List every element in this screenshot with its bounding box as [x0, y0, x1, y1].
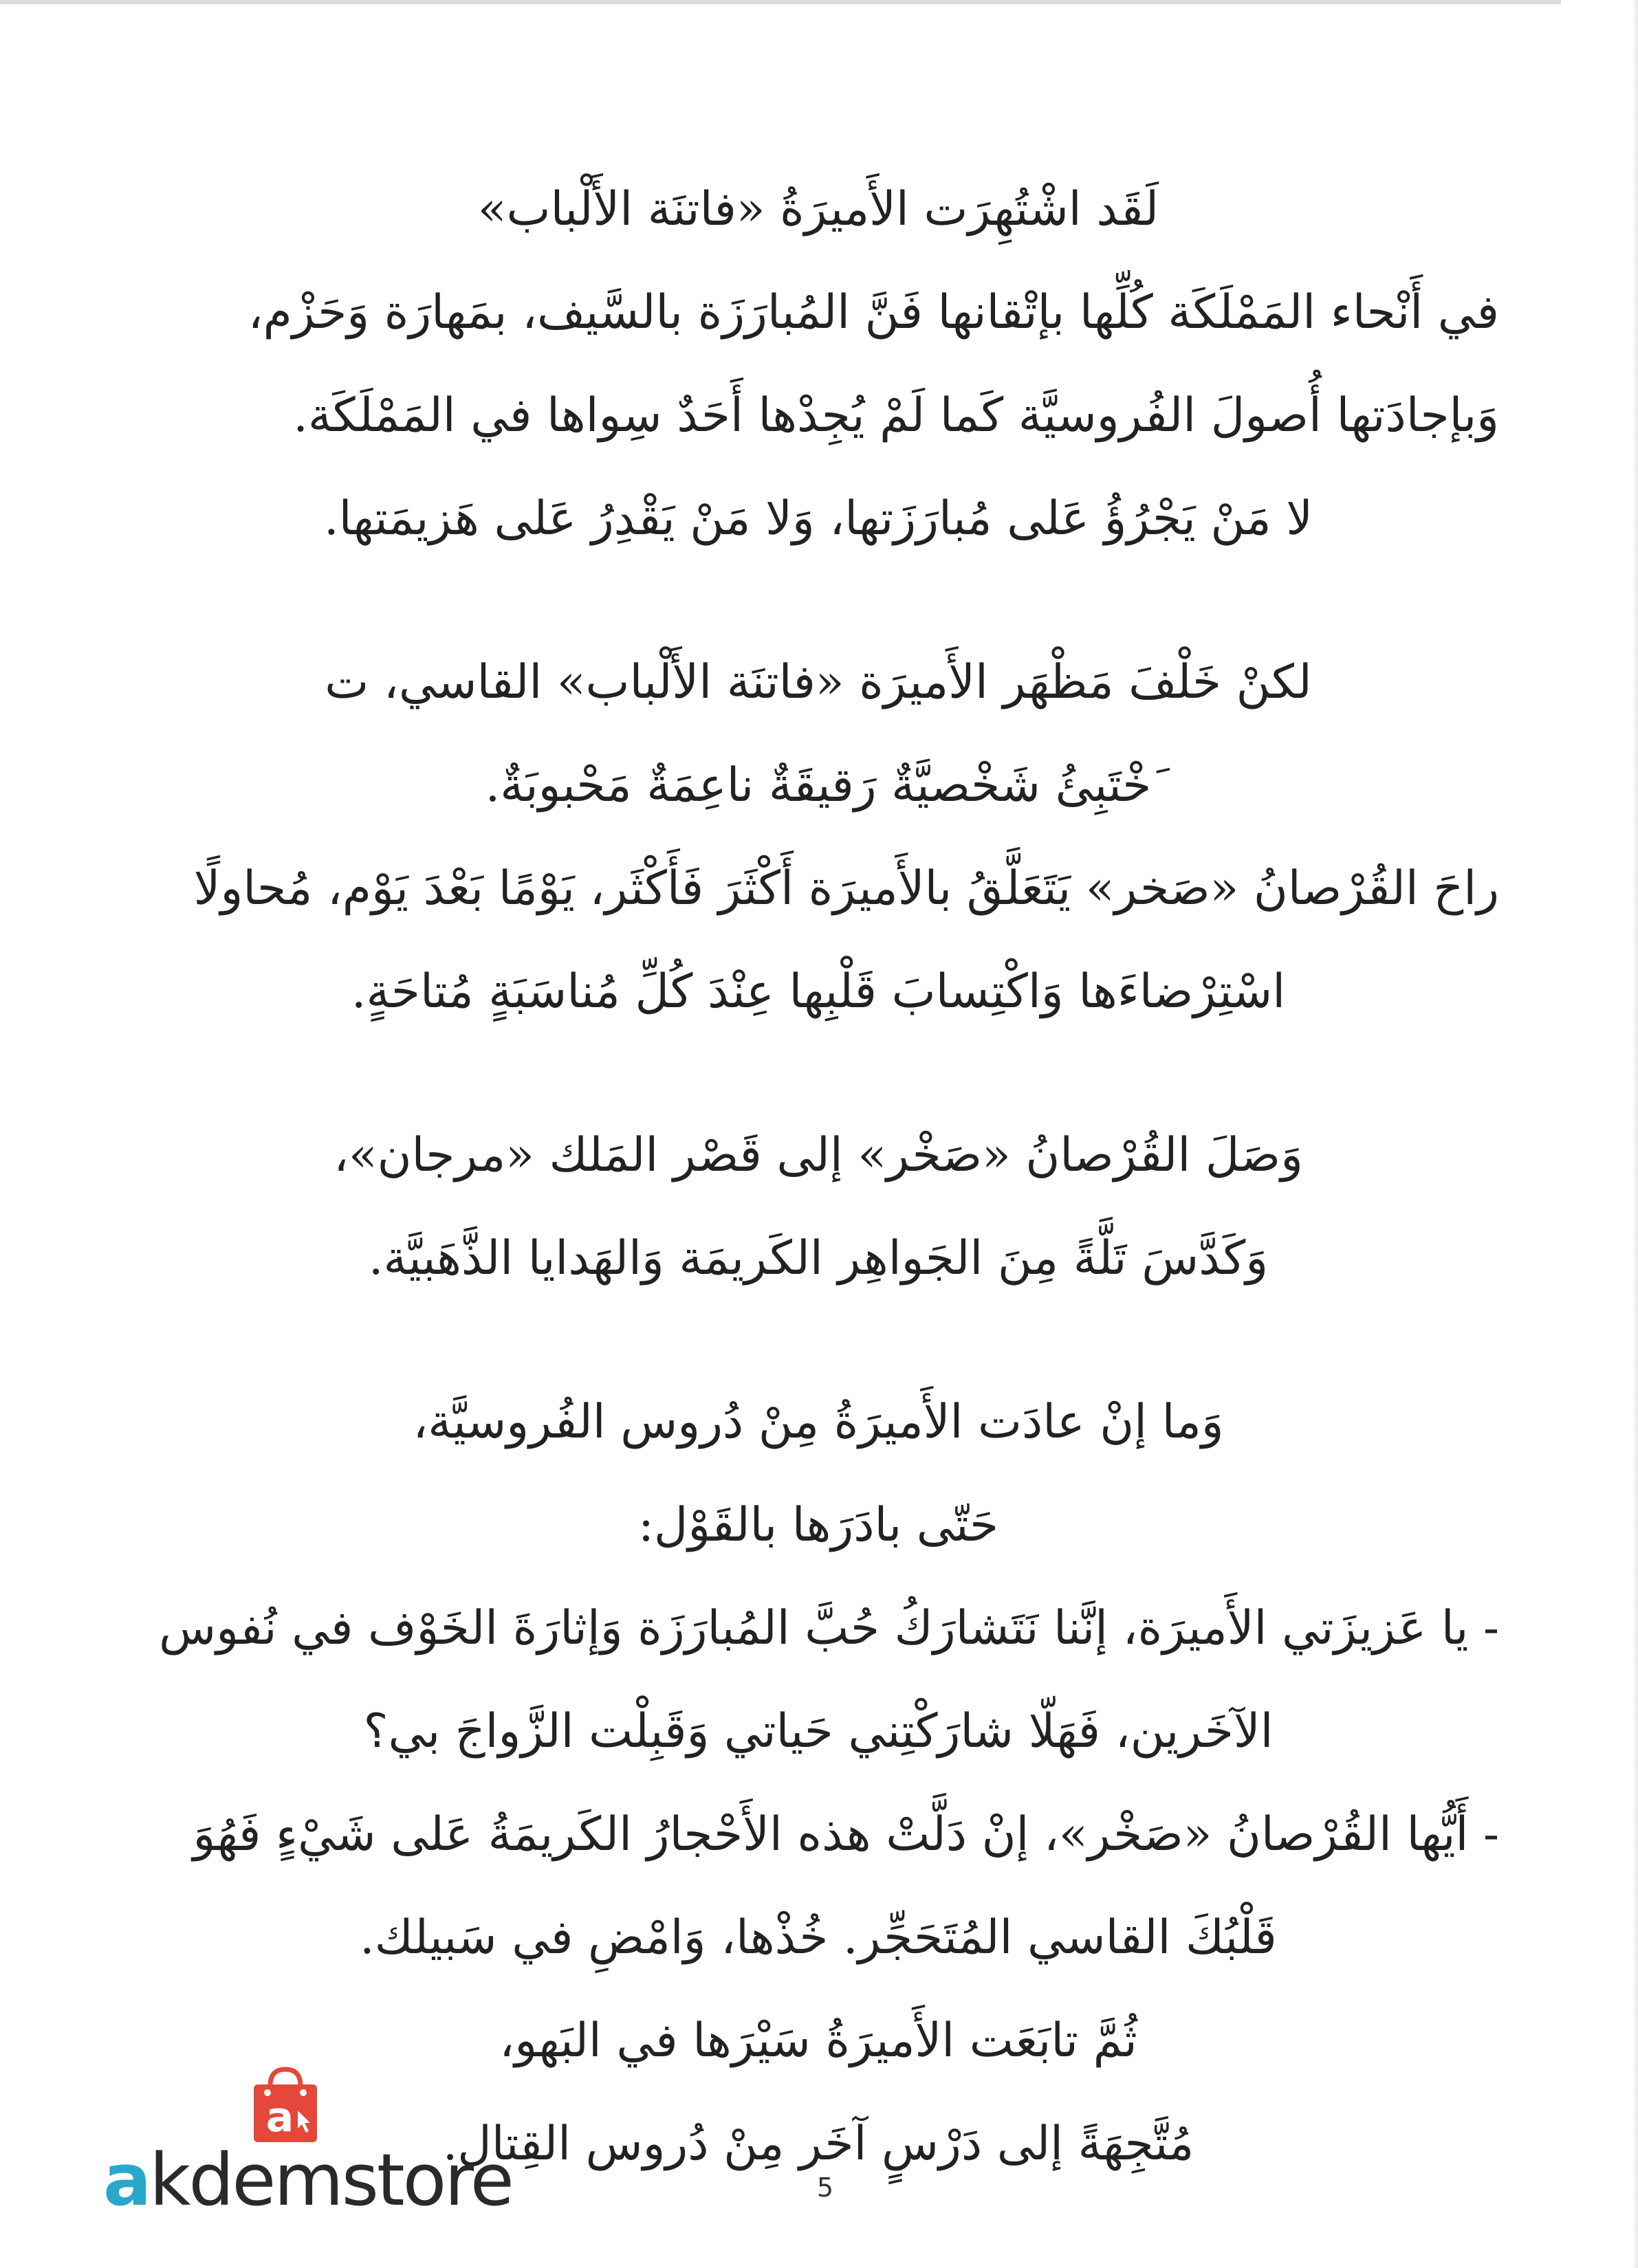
- text-line: حَتّى بادَرَها بالقَوْل:: [637, 1498, 998, 1552]
- paragraph-2: [138, 631, 1499, 1044]
- text-line: وَبإجادَتها أُصولَ الفُروسيَّة كَما لَمْ يُجِدْها أَحَدٌ سِواها في المَمْلَكَة.: [293, 388, 1499, 443]
- text-line: وَصَلَ القُرْصانُ «صَخْر» إلى قَصْر المَلك «مرجان»،: [334, 1128, 1303, 1182]
- text-line: َخْتَبِئُ شَخْصيَّةٌ رَقيقَةٌ ناعِمَةٌ مَحْبوبَةٌ.: [485, 758, 1152, 813]
- text-line: ثُمَّ تابَعَت الأَميرَةُ سَيْرَها في البَهو،: [499, 2014, 1137, 2068]
- text-line: - يا عَزيزَتي الأَميرَة، إنَّنا نَتَشارَكُ حُبَّ المُبارَزَة وَإثارَةَ الخَوْف في نُفوس: [159, 1601, 1499, 1655]
- page-top-edge: [0, 0, 1561, 4]
- shopping-bag-icon: [244, 2062, 327, 2145]
- text-line: وَما إنْ عادَت الأَميرَةُ مِنْ دُروس الفُروسيَّة،: [413, 1395, 1224, 1449]
- paragraph-1: [138, 158, 1499, 571]
- page-right-edge: [1632, 0, 1638, 2268]
- text-line: قَلْبُكَ القاسي المُتَحَجِّر. خُذْها، وَامْضِ في سَبيلك.: [360, 1911, 1277, 1965]
- page-number: 5: [816, 2172, 834, 2203]
- text-line: راحَ القُرْصانُ «صَخر» يَتَعَلَّقُ بالأَميرَة أَكْثَرَ فَأَكْثَر، يَوْمًا بَعْدَ يَوْم، مُحاولًا: [193, 861, 1499, 916]
- text-line: اسْتِرْضاءَها وَاكْتِسابَ قَلْبِها عِنْدَ كُلِّ مُناسَبَةٍ مُتاحَةٍ.: [351, 965, 1286, 1019]
- akdemstore-logo: [103, 2062, 512, 2222]
- logo-name: kdemstore: [149, 2138, 512, 2222]
- story-text: [138, 158, 1499, 2256]
- text-line: لا مَنْ يَجْرُؤُ عَلى مُبارَزَتها، وَلا مَنْ يَقْدِرُ عَلى هَزيمَتها.: [324, 492, 1313, 546]
- logo-accent-letter: a: [103, 2138, 150, 2222]
- paragraph-3: [138, 1104, 1499, 1310]
- text-line: لكنْ خَلْفَ مَظْهَر الأَميرَة «فاتنَة الأَلْباب» القاسي، ت: [325, 655, 1312, 709]
- text-line: الآخَرين، فَهَلّا شارَكْتِني حَياتي وَقَبِلْت الزَّواجَ بي؟: [363, 1704, 1274, 1759]
- bag-letter: a: [265, 2093, 294, 2142]
- text-line: وَكَدَّسَ تَلَّةً مِنَ الجَواهِر الكَريمَة وَالهَدايا الذَّهَبيَّة.: [368, 1231, 1269, 1286]
- text-line: لَقَد اشْتُهِرَت الأَميرَةُ «فاتنَة الأَلْباب»: [477, 182, 1159, 236]
- logo-wordmark: [103, 2138, 512, 2222]
- text-line: - أَيُّها القُرْصانُ «صَخْر»، إنْ دَلَّتْ هذه الأَحْجارُ الكَريمَةُ عَلى شَيْءٍ فَهُوَ: [193, 1807, 1499, 1862]
- text-line: في أَنْحاء المَمْلَكَة كُلِّها بإتْقانها فَنَّ المُبارَزَة بالسَّيف، بمَهارَة وَحَزْم،: [248, 285, 1499, 340]
- text-line: مُتَّجِهَةً إلى دَرْسٍ آخَر مِنْ دُروس القِتال.: [442, 2117, 1194, 2171]
